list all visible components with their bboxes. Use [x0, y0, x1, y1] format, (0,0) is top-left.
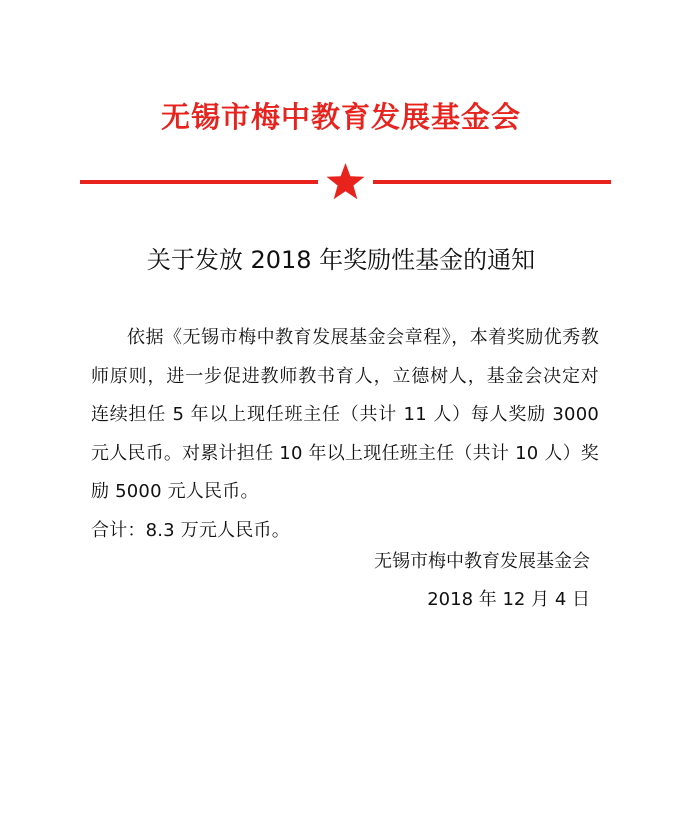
org-header-title: 无锡市梅中教育发展基金会: [160, 100, 521, 134]
signature-block: [374, 543, 590, 619]
star-icon: [327, 163, 365, 199]
header-divider: [80, 160, 611, 205]
notice-total: 合计：8.3 万元人民币。: [91, 519, 290, 541]
signature-org: 无锡市梅中教育发展基金会: [374, 551, 590, 572]
divider-line-left: [80, 180, 318, 184]
divider-line-right: [373, 180, 611, 184]
notice-title: 关于发放 2018 年奖励性基金的通知: [146, 246, 536, 274]
notice-body: [91, 319, 599, 550]
notice-paragraph: 依据《无锡市梅中教育发展基金会章程》，本着奖励优秀教师原则，进一步促进教师教书育人，立德树人，基金会决定对连续担任 5 年以上现任班主任（共计 11 人）每人奖励 3000 元人民币。对累计担任 10 年以上现任班主任（共计 10 人）奖励 5000 元人民币。: [91, 327, 599, 502]
signature-date: 2018 年 12 月 4 日: [427, 589, 590, 610]
